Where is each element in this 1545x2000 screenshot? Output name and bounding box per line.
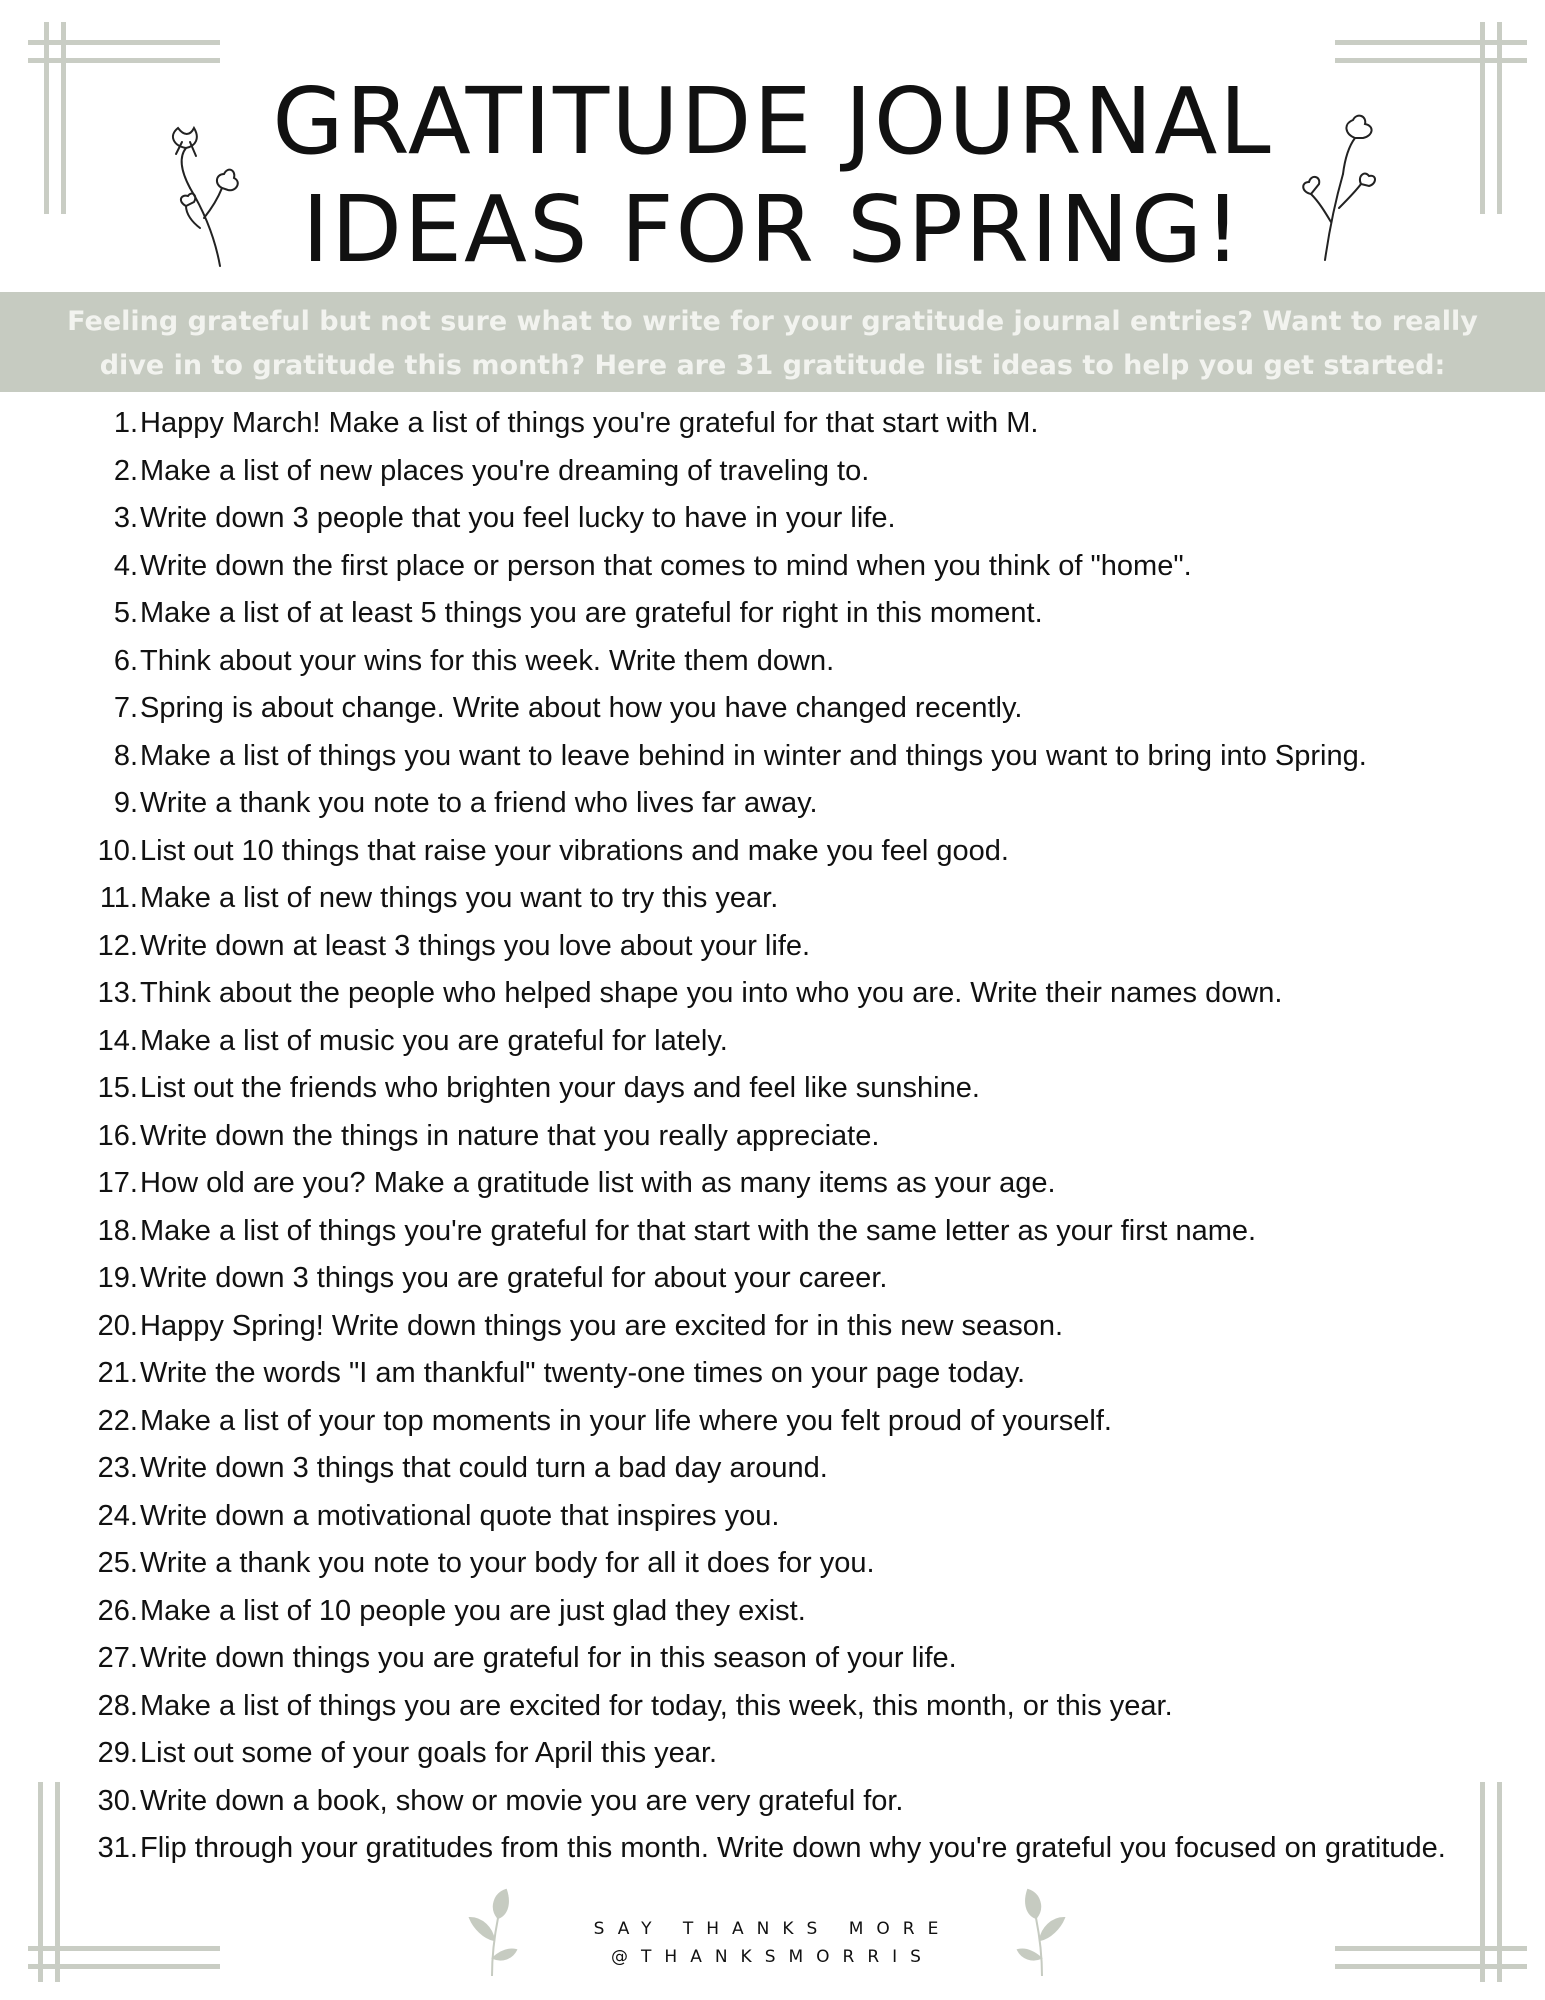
- list-item-number: 10.: [97, 834, 138, 867]
- list-item-text: Write down the things in nature that you really appreciate.: [140, 1119, 880, 1152]
- list-item: [82, 1160, 1502, 1208]
- list-item-text: Write down 3 things that could turn a bad day around.: [140, 1452, 828, 1484]
- list-item-number: 6.: [113, 644, 138, 677]
- title-line-2: IDEAS FOR SPRING!: [301, 176, 1244, 283]
- list-item-text: How old are you? Make a gratitude list with as many items as your age.: [140, 1167, 1056, 1199]
- list-item-text: Make a list of new things you want to try this year.: [140, 882, 779, 914]
- list-item-number: 9.: [113, 787, 138, 819]
- list-item-number: 2.: [113, 454, 138, 487]
- list-item: [82, 1778, 1502, 1826]
- footer-handle: @THANKSMORRIS: [611, 1947, 934, 1967]
- list-item: [82, 1208, 1502, 1256]
- list-item: [82, 1018, 1502, 1066]
- footer-tagline: SAY THANKS MORE: [593, 1919, 952, 1939]
- list-item-text: Write a thank you note to a friend who lives far away.: [140, 787, 818, 819]
- list-item-text: Make a list of new places you're dreaming of traveling to.: [140, 454, 870, 487]
- list-item: [82, 1683, 1502, 1731]
- list-item-number: 30.: [97, 1784, 138, 1817]
- list-item-text: Write the words "I am thankful" twenty-one times on your page today.: [140, 1357, 1026, 1389]
- list-item: [82, 1398, 1502, 1446]
- list-item: [82, 448, 1502, 496]
- intro-line-2: dive in to gratitude this month? Here are 31 gratitude list ideas to help you get started:: [99, 350, 1446, 381]
- list-item: [82, 495, 1502, 543]
- list-item: [82, 590, 1502, 638]
- list-item-text: Flip through your gratitudes from this month. Write down why you're grateful you focused on gratitude.: [140, 1832, 1446, 1864]
- list-item-text: Make a list of 10 people you are just glad they exist.: [140, 1594, 806, 1627]
- list-item-text: Think about your wins for this week. Write them down.: [140, 644, 835, 677]
- list-item-number: 25.: [97, 1547, 138, 1579]
- list-item-number: 29.: [97, 1737, 138, 1769]
- flower-icon: [1295, 112, 1385, 262]
- list-item-number: 24.: [97, 1499, 138, 1532]
- list-item-number: 15.: [97, 1072, 138, 1104]
- list-item: [82, 400, 1502, 448]
- flower-icon: [160, 118, 250, 268]
- list-item: [82, 1635, 1502, 1683]
- list-item: [82, 1255, 1502, 1303]
- list-item-number: 5.: [113, 597, 138, 629]
- list-item-number: 22.: [97, 1404, 138, 1437]
- list-item-text: Write down at least 3 things you love about your life.: [140, 929, 811, 962]
- list-item: [82, 1303, 1502, 1351]
- list-item: [82, 1730, 1502, 1778]
- list-item-text: Happy Spring! Write down things you are excited for in this new season.: [140, 1309, 1064, 1342]
- list-item-text: Write down 3 things you are grateful for about your career.: [140, 1262, 888, 1294]
- list-item-text: List out 10 things that raise your vibrations and make you feel good.: [140, 834, 1009, 867]
- list-item-number: 11.: [99, 882, 138, 914]
- list-item: [82, 1540, 1502, 1588]
- list-item-number: 3.: [113, 502, 138, 534]
- list-item-number: 26.: [97, 1594, 138, 1627]
- list-item-text: List out some of your goals for April this year.: [140, 1737, 718, 1769]
- list-item-number: 18.: [97, 1214, 138, 1247]
- list-item-text: Write a thank you note to your body for all it does for you.: [140, 1547, 875, 1579]
- list-item: [82, 1113, 1502, 1161]
- list-item-text: Spring is about change. Write about how you have changed recently.: [140, 692, 1023, 724]
- list-item: [82, 733, 1502, 781]
- footer-credit: [0, 1915, 1545, 1971]
- list-item-number: 16.: [97, 1119, 138, 1152]
- list-item-number: 28.: [97, 1689, 138, 1722]
- list-item-number: 19.: [97, 1262, 138, 1294]
- list-item-number: 12.: [97, 929, 138, 962]
- list-item-number: 14.: [97, 1024, 138, 1057]
- list-item-text: Think about the people who helped shape you into who you are. Write their names down.: [140, 977, 1283, 1009]
- list-item: [82, 685, 1502, 733]
- list-item-number: 7.: [113, 692, 138, 724]
- list-item-text: List out the friends who brighten your days and feel like sunshine.: [140, 1072, 980, 1104]
- list-item-text: Happy March! Make a list of things you're grateful for that start with M.: [140, 407, 1039, 439]
- list-item-text: Write down things you are grateful for in this season of your life.: [140, 1642, 957, 1674]
- list-item-number: 27.: [97, 1642, 138, 1674]
- list-item-text: Write down the first place or person that comes to mind when you think of "home".: [140, 549, 1192, 582]
- list-item: [82, 1350, 1502, 1398]
- list-item-text: Make a list of things you want to leave behind in winter and things you want to bring into Spring.: [140, 739, 1367, 772]
- list-item: [82, 638, 1502, 686]
- list-item: [82, 1825, 1502, 1873]
- list-item-text: Make a list of your top moments in your life where you felt proud of yourself.: [140, 1404, 1112, 1437]
- list-item: [82, 780, 1502, 828]
- list-item-number: 20.: [97, 1309, 138, 1342]
- list-item-number: 17.: [97, 1167, 138, 1199]
- list-item: [82, 1588, 1502, 1636]
- list-item-text: Write down 3 people that you feel lucky to have in your life.: [140, 502, 896, 534]
- list-item-text: Make a list of things you are excited for today, this week, this month, or this year.: [140, 1689, 1173, 1722]
- list-item-text: Write down a book, show or movie you are very grateful for.: [140, 1784, 904, 1817]
- list-item-number: 31.: [97, 1832, 138, 1864]
- list-item: [82, 875, 1502, 923]
- list-item-number: 23.: [97, 1452, 138, 1484]
- list-item: [82, 1065, 1502, 1113]
- list-item: [82, 1493, 1502, 1541]
- list-item-text: Make a list of music you are grateful for lately.: [140, 1024, 728, 1057]
- title-line-1: GRATITUDE JOURNAL: [272, 68, 1273, 175]
- gratitude-ideas-list: [82, 400, 1502, 1873]
- list-item: [82, 828, 1502, 876]
- list-item-number: 21.: [97, 1357, 138, 1389]
- list-item: [82, 970, 1502, 1018]
- intro-line-1: Feeling grateful but not sure what to write for your gratitude journal entries? Want to really: [67, 306, 1478, 337]
- list-item-number: 13.: [97, 977, 138, 1009]
- list-item: [82, 1445, 1502, 1493]
- list-item-number: 8.: [113, 739, 138, 772]
- intro-banner: [0, 292, 1545, 392]
- list-item: [82, 543, 1502, 591]
- list-item-text: Write down a motivational quote that inspires you.: [140, 1499, 780, 1532]
- list-item-number: 1.: [113, 407, 138, 439]
- list-item: [82, 923, 1502, 971]
- list-item-text: Make a list of things you're grateful for that start with the same letter as your first name.: [140, 1214, 1257, 1247]
- list-item-text: Make a list of at least 5 things you are grateful for right in this moment.: [140, 597, 1043, 629]
- list-item-number: 4.: [113, 549, 138, 582]
